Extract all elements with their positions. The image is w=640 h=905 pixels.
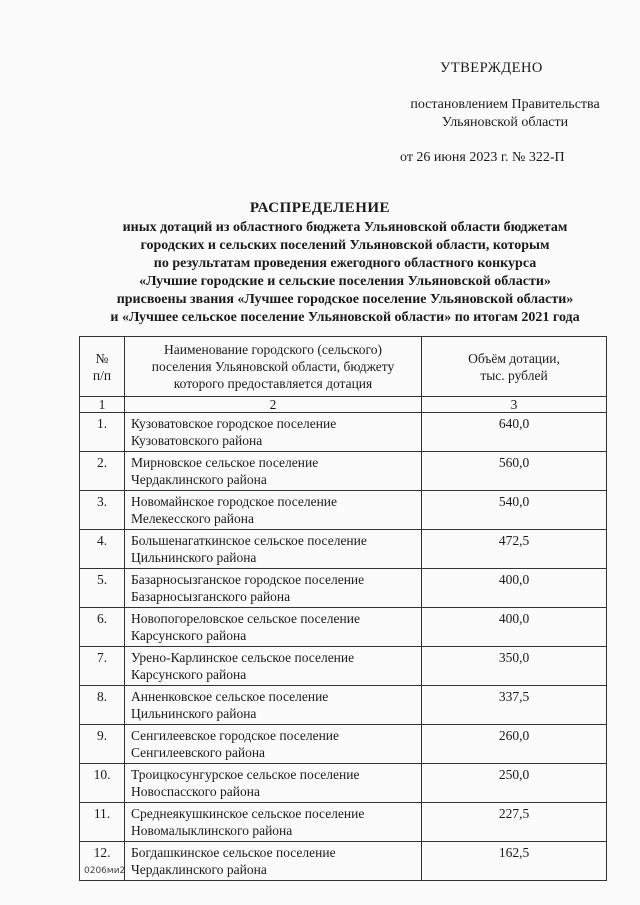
document-title: РАСПРЕДЕЛЕНИЕ xyxy=(249,200,391,216)
subsidy-amount: 337,5 xyxy=(422,686,607,725)
settlement-name-line: Новопогореловское сельское поселение xyxy=(131,611,360,626)
row-number: 3. xyxy=(80,491,125,530)
subtitle-line: «Лучшие городские и сельские поселения Ульяновской области» xyxy=(139,274,551,289)
settlement-name xyxy=(125,764,422,803)
table-row xyxy=(80,647,607,686)
decree-date: от 26 июня 2023 г. № 322-П xyxy=(400,150,565,165)
table-row xyxy=(80,491,607,530)
index-cell: 1 xyxy=(80,397,125,413)
row-number: 4. xyxy=(80,530,125,569)
settlement-name-line: Новомалыклинского района xyxy=(131,823,293,838)
row-number: 12. xyxy=(80,842,125,881)
subsidy-amount: 472,5 xyxy=(422,530,607,569)
header-num xyxy=(80,337,125,397)
header-name-line: которого предоставляется дотация xyxy=(173,376,373,391)
subsidy-amount: 400,0 xyxy=(422,608,607,647)
settlement-name xyxy=(125,452,422,491)
settlement-name xyxy=(125,725,422,764)
settlement-name-line: Базарносызганского района xyxy=(131,589,291,604)
subsidy-amount: 540,0 xyxy=(422,491,607,530)
settlement-name-line: Кузоватовского района xyxy=(131,433,263,448)
settlement-name-line: Троицкосунгурское сельское поселение xyxy=(131,767,360,782)
header-num-line: № xyxy=(95,350,109,366)
settlement-name xyxy=(125,842,422,881)
settlement-name-line: Сенгилеевского района xyxy=(131,745,266,760)
index-cell: 2 xyxy=(125,397,422,413)
settlement-name-line: Анненковское сельское поселение xyxy=(131,689,329,704)
settlement-name-line: Богдашкинское сельское поселение xyxy=(131,845,336,860)
table-row xyxy=(80,764,607,803)
subtitle-line: городских и сельских поселений Ульяновской области, которым xyxy=(140,238,550,253)
settlement-name xyxy=(125,686,422,725)
subsidy-amount: 640,0 xyxy=(422,413,607,452)
document-subtitle xyxy=(50,219,640,327)
row-number: 11. xyxy=(80,803,125,842)
settlement-name xyxy=(125,413,422,452)
row-number: 2. xyxy=(80,452,125,491)
settlement-name-line: Новомайнское городское поселение xyxy=(131,494,338,509)
table-header-row xyxy=(80,337,607,397)
settlement-name-line: Мелекесского района xyxy=(131,511,254,526)
column-index-row xyxy=(80,397,607,413)
table-row xyxy=(80,842,607,881)
row-number: 5. xyxy=(80,569,125,608)
distribution-table xyxy=(79,336,607,881)
subsidy-amount: 350,0 xyxy=(422,647,607,686)
footer-code: 0206ми2 xyxy=(84,866,126,876)
settlement-name-line: Карсунского района xyxy=(131,667,247,682)
table-row xyxy=(80,413,607,452)
table-row xyxy=(80,452,607,491)
settlement-name-line: Карсунского района xyxy=(131,628,247,643)
settlement-name-line: Урено-Карлинское сельское поселение xyxy=(131,650,355,665)
settlement-name xyxy=(125,608,422,647)
table-row xyxy=(80,725,607,764)
subsidy-amount: 400,0 xyxy=(422,569,607,608)
settlement-name-line: Базарносызганское городское поселение xyxy=(131,572,365,587)
subsidy-amount: 162,5 xyxy=(422,842,607,881)
row-number: 8. xyxy=(80,686,125,725)
subtitle-line: по результатам проведения ежегодного областного конкурса xyxy=(153,256,537,271)
header-num-line: п/п xyxy=(92,367,112,383)
header-name-line: Наименование городского (сельского) xyxy=(164,342,382,357)
decree-line: Ульяновской области xyxy=(441,115,569,130)
settlement-name-line: Среднеякушкинское сельское поселение xyxy=(131,806,365,821)
subtitle-line: присвоены звания «Лучшее городское поселение Ульяновской области» xyxy=(116,292,574,307)
row-number: 6. xyxy=(80,608,125,647)
settlement-name-line: Большенагаткинское сельское поселение xyxy=(131,533,367,548)
approved-stamp: УТВЕРЖДЕНО xyxy=(440,60,543,76)
settlement-name xyxy=(125,803,422,842)
decree-reference xyxy=(390,96,620,132)
row-number: 7. xyxy=(80,647,125,686)
table-row xyxy=(80,803,607,842)
subsidy-amount: 560,0 xyxy=(422,452,607,491)
table-row xyxy=(80,569,607,608)
header-name xyxy=(125,337,422,397)
settlement-name-line: Чердаклинского района xyxy=(131,862,267,877)
row-number: 10. xyxy=(80,764,125,803)
settlement-name xyxy=(125,569,422,608)
header-name-line: поселения Ульяновской области, бюджету xyxy=(151,359,395,374)
header-value-line: тыс. рублей xyxy=(480,367,548,383)
subsidy-amount: 250,0 xyxy=(422,764,607,803)
subsidy-amount: 227,5 xyxy=(422,803,607,842)
settlement-name-line: Цильнинского района xyxy=(131,550,257,565)
settlement-name-line: Цильнинского района xyxy=(131,706,257,721)
settlement-name-line: Кузоватовское городское поселение xyxy=(131,416,337,431)
subsidy-amount: 260,0 xyxy=(422,725,607,764)
settlement-name-line: Новоспасского района xyxy=(131,784,260,799)
settlement-name-line: Сенгилеевское городское поселение xyxy=(131,728,340,743)
decree-line: постановлением Правительства xyxy=(410,97,600,112)
settlement-name-line: Мирновское сельское поселение xyxy=(131,455,319,470)
row-number: 9. xyxy=(80,725,125,764)
subtitle-line: и «Лучшее сельское поселение Ульяновской области» по итогам 2021 года xyxy=(110,310,580,325)
settlement-name-line: Чердаклинского района xyxy=(131,472,267,487)
table-row xyxy=(80,686,607,725)
settlement-name xyxy=(125,647,422,686)
header-value xyxy=(422,337,607,397)
settlement-name xyxy=(125,530,422,569)
header-value-line: Объём дотации, xyxy=(468,350,560,366)
table-row xyxy=(80,608,607,647)
subtitle-line: иных дотаций из областного бюджета Ульяновской области бюджетам xyxy=(122,220,568,235)
index-cell: 3 xyxy=(422,397,607,413)
row-number: 1. xyxy=(80,413,125,452)
table-row xyxy=(80,530,607,569)
settlement-name xyxy=(125,491,422,530)
